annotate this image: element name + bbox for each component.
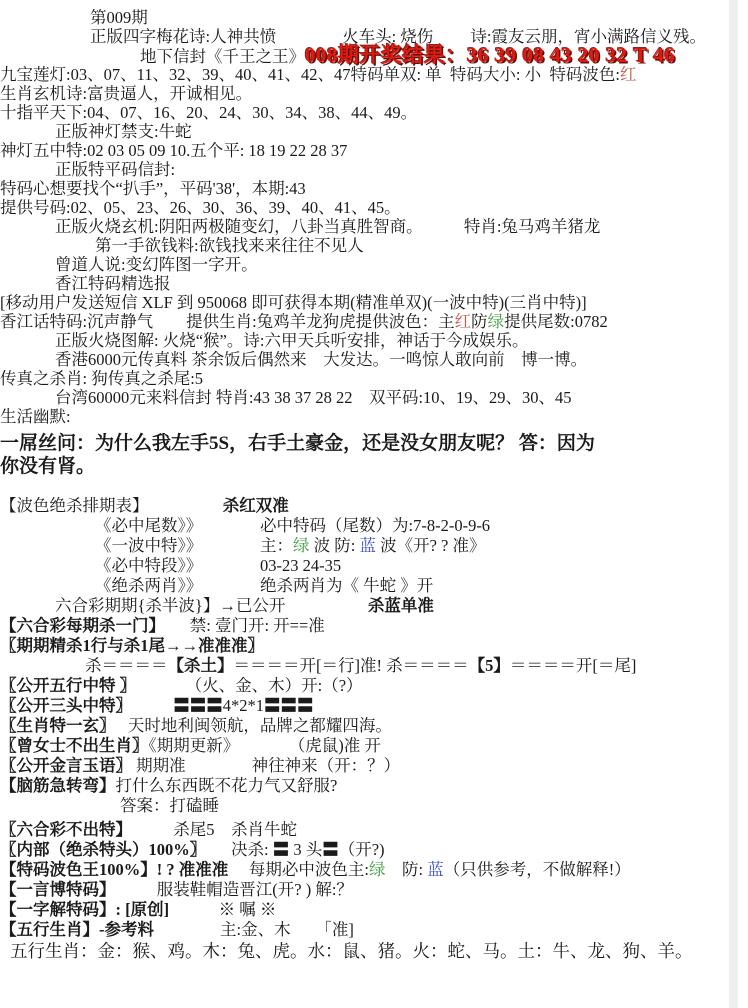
envelope-title-text: 地下信封《千王之王》 (140, 47, 305, 66)
kill-one-gate-label: 【六合彩每期杀一门】 (0, 616, 157, 635)
line-numbers-offered (0, 198, 748, 217)
line-five-element-ref (0, 920, 748, 940)
line-money-clue (0, 236, 748, 255)
line-zodiac-poem (0, 84, 748, 103)
brain-teaser-text: 打什么东西既不花力气又舒服? (115, 776, 338, 795)
line-brain-teaser (0, 776, 748, 796)
line-not-out-special (0, 820, 748, 840)
taiwan-material-text: 台湾60000元来料信封 特肖:43 38 37 28 22 双平码:10、19、29、30、45 (55, 388, 572, 407)
sms-notice-text: [移动用户发送短信 XLF 到 950068 即可获得本期(精准单双)(一波中特)(三肖中特)] (0, 293, 587, 312)
fire-diagram-text: 正版火烧图解: 火烧“猴”。诗:六甲天兵听安排，神话于今成娱乐。 (55, 331, 529, 350)
must-hit-segment-text: 《必中特段》》 03-23 24-35 (95, 556, 342, 575)
not-out-special-text: 杀尾5 杀肖牛蛇 (123, 820, 297, 839)
must-hit-tail-text: 《必中尾数》》 必中特码（尾数）为:7-8-2-0-9-6 (95, 516, 491, 535)
fax-kill-text: 传真之杀肖: 狗传真之杀尾:5 (0, 369, 204, 388)
zengdaoren-text: 曾道人说:变幻阵图一字开。 (55, 255, 258, 274)
line-madam-zeng (0, 736, 748, 756)
line-zengdaoren (0, 255, 748, 274)
not-out-special-label: 〖六合彩不出特】 (0, 820, 124, 839)
line-fire-mystery (0, 217, 748, 236)
bars-right-icon: 〓〓〓 (264, 696, 314, 715)
bar-icon: 〓 (272, 840, 290, 859)
three-heads-gap (124, 696, 174, 715)
wave-kill-table-text: 【波色绝杀排期表】 (0, 496, 223, 515)
line-humor-answer (0, 455, 748, 478)
line-kill-one-gate (0, 616, 748, 636)
one-word-label: 【一字解特码】: [原创] (0, 900, 170, 919)
wave-guard-text: 波 防: (309, 536, 360, 555)
money-clue-text: 第一手欲钱料:欲钱找来来往往不见人 (95, 236, 364, 255)
kill-one-gate-text: 禁: 壹门开: 开==准 (156, 616, 325, 635)
line-kill-half-wave (0, 596, 748, 616)
kill-two-zodiac-text: 《绝杀两肖》》 绝杀两肖为《 牛蛇 》开 (95, 576, 434, 595)
teaser-answer-text: 答案：打磕睡 (120, 796, 219, 815)
internal-kill-text3: （开?) (338, 840, 385, 859)
line-kill-row-tail (0, 636, 748, 656)
humor-answer-text: 你没有肾。 (0, 456, 96, 477)
line-kill-two-zodiac (0, 576, 748, 596)
kill-earth-label: 【杀土】 (167, 656, 234, 675)
line-internal-kill-head (0, 840, 748, 860)
kill-bars-mid-text: ＝＝＝＝开[＝行]准! 杀＝＝＝＝ (233, 656, 469, 675)
wave-color-king-text2: 防: (385, 860, 428, 879)
five-elements-text: （火、金、木）开:（?） (127, 676, 363, 695)
line-lamp-ban (0, 122, 748, 141)
line-one-sentence-special (0, 880, 748, 900)
king-guard-blue-text: 蓝 (427, 860, 444, 879)
xiangjiang-special-text: 香江话特码:沉声静气 提供生肖:兔鸡羊龙狗虎提供波色：主 (0, 312, 455, 331)
pickpocket-hint-text: 特码心想要找个“扒手”，平码'38'，本期:43 (0, 179, 306, 198)
one-word-text: ※ 嘱 ※ (169, 900, 277, 919)
line-golden-words (0, 756, 748, 776)
line-fax-kill (0, 369, 748, 388)
line-hk-fax (0, 350, 748, 369)
tail-numbers-text: 提供尾数:0782 (504, 312, 608, 331)
line-ten-fingers (0, 103, 748, 122)
madam-zeng-label: 〖曾女士不出生肖〗 (0, 736, 149, 755)
internal-kill-label: 〖内部（绝杀特头）100%〗 (0, 840, 198, 859)
main-green-wave-text: 绿 (293, 536, 310, 555)
line-kill-earth (0, 656, 748, 676)
kill-blue-single-text: 杀蓝单准 (367, 596, 434, 615)
brain-teaser-label: 【脑筋急转弯】 (0, 776, 116, 795)
nine-lotus-text: 九宝莲灯:03、07、11、32、39、40、41、42、47特码单双: 单 特码大小: 小 特码波色: (0, 65, 620, 84)
three-heads-label: 〖公开三头中特〗 (0, 696, 124, 715)
internal-kill-text2: 3 头 (289, 840, 323, 859)
three-heads-value: 4*2*1 (222, 696, 264, 715)
issue-number-text: 第009期 (90, 8, 148, 27)
line-taiwan-material (0, 388, 748, 407)
line-five-elements-special (0, 676, 748, 696)
wave-color-king-label: 【特码波色王100%】! ? 准准准 (0, 860, 229, 879)
internal-kill-text1: 决杀: (198, 840, 273, 859)
ten-fingers-text: 十指平天下:04、07、16、20、24、30、34、38、44、49。 (0, 103, 418, 122)
wave-result-text: 波《开? ? 准》 (375, 536, 486, 555)
one-sentence-text: 服装鞋帽造晋江(开? ) 解:？ (107, 880, 353, 899)
wave-color-king-text1: 每期必中波色主: (228, 860, 369, 879)
line-must-hit-tail (0, 516, 748, 536)
guard-label-text: 防 (471, 312, 488, 331)
bars-left-icon: 〓〓〓 (173, 696, 223, 715)
kill-five-label: 【5】 (468, 656, 510, 675)
guard-blue-wave-text: 蓝 (359, 536, 376, 555)
line-issue-number (0, 8, 748, 27)
line-humor-question (0, 432, 748, 455)
line-fire-diagram (0, 331, 748, 350)
wave-color-king-text3: （只供参考，不做解释!） (443, 860, 631, 879)
draw-result-text: 008期开奖结果：36 39 08 43 20 32 T 46 (305, 43, 676, 67)
zodiac-poem-text: 生肖玄机诗:富贵逼人，开诚相见。 (0, 84, 253, 103)
numbers-offered-text: 提供号码:02、05、23、26、30、36、39、40、41、45。 (0, 198, 401, 217)
line-wave-color-king (0, 860, 748, 880)
line-teaser-answer (0, 796, 748, 816)
humor-question-text: 一屌丝问：为什么我左手5S，右手土豪金，还是没女朋友呢？ 答：因为 (0, 433, 595, 454)
king-main-green-text: 绿 (368, 860, 386, 879)
line-lamp-five-special (0, 141, 748, 160)
zodiac-mystery-label: 〖生肖特一玄〗 (0, 716, 108, 735)
main-red-text: 红 (454, 312, 472, 331)
line-must-hit-segment (0, 556, 748, 576)
line-xiangjiang-header (0, 274, 748, 293)
plum-poem-text: 正版四字梅花诗:人神共愤 火车头: 烧伤 诗:霞友云朋，宵小满路信义残。 (90, 27, 707, 46)
line-one-word-special (0, 900, 748, 920)
humor-header-text: 生活幽默: (0, 407, 71, 426)
line-humor-header (0, 407, 748, 426)
line-five-element-zodiac (0, 940, 748, 963)
five-element-ref-label: 【五行生肖】-参考料 (0, 920, 154, 939)
guard-green-text: 绿 (487, 312, 505, 331)
kill-row-tail-text: 〖期期精杀1行与杀1尾→→准准准〗 (0, 636, 264, 655)
madam-zeng-text: 《期期更新》 （虎鼠)准 开 (148, 736, 381, 755)
zodiac-mystery-text: 天时地利闽领航，品牌之都耀四海。 (107, 716, 392, 735)
lamp-five-text: 神灯五中特:02 03 05 09 10.五个平: 18 19 22 28 37 (0, 141, 348, 160)
xiangjiang-header-text: 香江特码精选报 (55, 274, 171, 293)
kill-half-wave-text: 六合彩期期{杀半波}】→已公开 (55, 596, 368, 615)
line-zodiac-mystery (0, 716, 748, 736)
one-sentence-label: 【一言博特码】 (0, 880, 108, 899)
golden-words-text: 期期准 神往神来（开：？） (132, 756, 401, 775)
line-xiangjiang-special (0, 312, 748, 331)
five-element-zodiac-text: 五行生肖：金：猴、鸡。木：兔、虎。水：鼠、猪。火：蛇、马。土：牛、龙、狗、羊。 (10, 941, 693, 961)
kill-bars-right-text: ＝＝＝＝开[＝尾] (509, 656, 637, 675)
wave-color-red-text: 红 (619, 65, 637, 84)
one-wave-label-text: 《一波中特》》 主： (95, 536, 293, 555)
line-envelope-header (0, 160, 748, 179)
five-elements-label: 〖公开五行中特 〗 (0, 676, 128, 695)
fire-mystery-text: 正版火烧玄机:阴阳两极随变幻，八卦当真胜智商。 特肖:兔马鸡羊猪龙 (55, 217, 601, 236)
line-pickpocket-hint (0, 179, 748, 198)
line-lottery-result (0, 43, 748, 67)
envelope-header-text: 正版特平码信封: (55, 160, 176, 179)
line-three-heads (0, 696, 748, 716)
line-one-wave-special (0, 536, 748, 556)
kill-bars-left-text: 杀＝＝＝＝ (85, 656, 168, 675)
spacer (0, 478, 748, 496)
line-wave-kill-table (0, 496, 748, 516)
lamp-ban-text: 正版神灯禁支:牛蛇 (55, 122, 192, 141)
golden-words-label: 〖公开金言玉语〗 (0, 756, 132, 775)
bar-icon: 〓 (322, 840, 339, 859)
line-nine-lotus (0, 65, 748, 84)
kill-red-double-text: 杀红双准 (222, 496, 289, 515)
hk-fax-text: 香港6000元传真料 茶余饭后偶然来 大发达。一鸣惊人敢向前 博一博。 (55, 350, 588, 369)
line-sms-notice (0, 293, 748, 312)
five-element-ref-text: 主:金、木 「准] (154, 920, 354, 939)
